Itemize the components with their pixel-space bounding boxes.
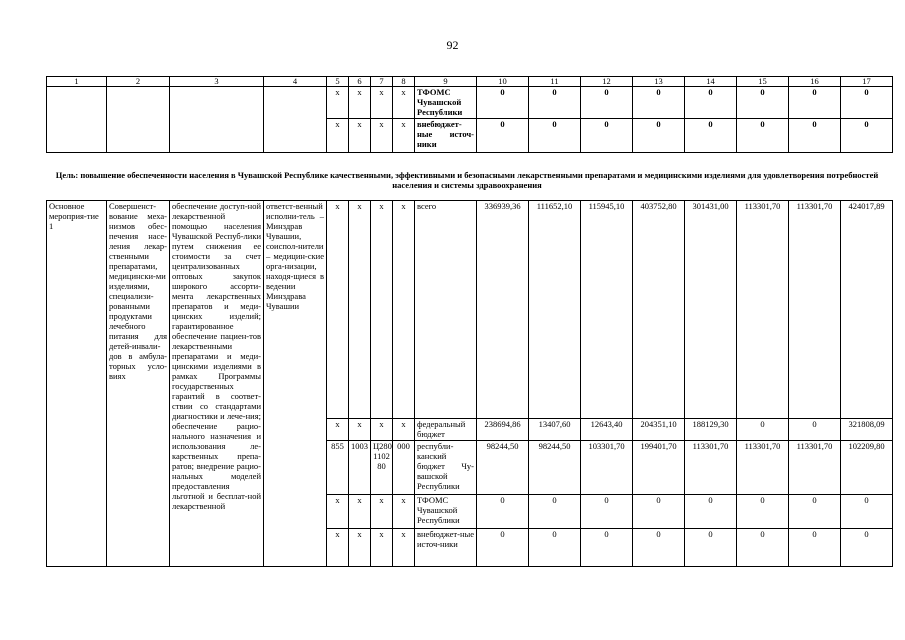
code-cell: х (371, 419, 393, 441)
value-cell: 0 (789, 419, 841, 441)
header-cell: 3 (170, 77, 264, 87)
code-cell: х (371, 529, 393, 567)
empty-cell (170, 87, 264, 153)
header-cell: 10 (477, 77, 529, 87)
value-cell: 98244,50 (529, 441, 581, 495)
source-cell: ТФОМС Чувашской Республики (415, 495, 477, 529)
header-cell: 5 (327, 77, 349, 87)
result-cell: обеспечение доступ-ной лекарственной помощью населения Чувашской Респуб-лики путем снижения ее стоимости за счет централизованных оптовых закупок широкого ассорти-мента лекарственных препаратов и меди-цинских изделий; гарантированное обеспечение пациен-тов лекарственными препаратами и меди-цинскими изделиями в рамках Программы государственных гарантий в соответ-ствии со стандартами диагностики и лече-ния; обеспечение рацио-нального назначения и использования ле-карственных препа-ратов; внедрение рацио-нальных моделей предоставления льготной и бесплат-ной лекарственной (170, 201, 264, 567)
value-cell: 0 (581, 87, 633, 119)
value-cell: 199401,70 (633, 441, 685, 495)
value-cell: 0 (841, 87, 893, 119)
value-cell: 0 (789, 119, 841, 153)
value-cell: 102209,80 (841, 441, 893, 495)
empty-cell (264, 87, 327, 153)
value-cell: 113301,70 (789, 201, 841, 419)
source-cell: внебюджет-ные источ-ники (415, 119, 477, 153)
value-cell: 0 (737, 529, 789, 567)
value-cell: 0 (477, 119, 529, 153)
value-cell: 0 (685, 495, 737, 529)
header-cell: 17 (841, 77, 893, 87)
code-cell: х (349, 419, 371, 441)
value-cell: 0 (685, 119, 737, 153)
code-cell: 000 (393, 441, 415, 495)
page-number: 92 (446, 38, 459, 52)
code-cell: х (349, 529, 371, 567)
value-cell: 0 (737, 419, 789, 441)
value-cell: 13407,60 (529, 419, 581, 441)
header-cell: 2 (107, 77, 170, 87)
value-cell: 98244,50 (477, 441, 529, 495)
value-cell: 0 (529, 495, 581, 529)
code-cell: х (327, 87, 349, 119)
header-cell: 12 (581, 77, 633, 87)
value-cell: 113301,70 (737, 441, 789, 495)
value-cell: 0 (581, 495, 633, 529)
goal-heading: Цель: повышение обеспеченности населения в Чувашской Республике качественными, эффективными и безопасными лекарственными препаратами и медицинскими изделиями для удовлетворения потребностей населения и системы здравоохранения (55, 170, 879, 190)
value-cell: 103301,70 (581, 441, 633, 495)
code-cell: х (393, 201, 415, 419)
value-cell: 113301,70 (789, 441, 841, 495)
value-cell: 0 (685, 529, 737, 567)
value-cell: 0 (685, 87, 737, 119)
code-cell: х (327, 495, 349, 529)
code-cell: Ц280 1102 80 (371, 441, 393, 495)
event-name-cell: Основное мероприя-тие 1 (47, 201, 107, 567)
value-cell: 0 (633, 87, 685, 119)
empty-cell (107, 87, 170, 153)
header-cell: 15 (737, 77, 789, 87)
value-cell: 403752,80 (633, 201, 685, 419)
code-cell: 1003 (349, 441, 371, 495)
value-cell: 238694,86 (477, 419, 529, 441)
header-cell: 9 (415, 77, 477, 87)
source-cell: федеральный бюджет (415, 419, 477, 441)
executor-cell: ответст-венный исполни-тель – Минздрав Чувашии, соиспол-нители – медицин-ские орга-низации, находя-щиеся в ведении Минздрава Чувашии (264, 201, 327, 567)
value-cell: 0 (789, 495, 841, 529)
value-cell: 0 (529, 119, 581, 153)
value-cell: 113301,70 (685, 441, 737, 495)
value-cell: 0 (841, 495, 893, 529)
code-cell: х (371, 87, 393, 119)
code-cell: х (393, 119, 415, 153)
value-cell: 424017,89 (841, 201, 893, 419)
code-cell: х (327, 419, 349, 441)
source-cell: всего (415, 201, 477, 419)
header-cell: 13 (633, 77, 685, 87)
value-cell: 0 (477, 529, 529, 567)
code-cell: х (393, 419, 415, 441)
value-cell: 336939,36 (477, 201, 529, 419)
value-cell: 204351,10 (633, 419, 685, 441)
header-cell: 11 (529, 77, 581, 87)
value-cell: 301431,00 (685, 201, 737, 419)
value-cell: 0 (477, 495, 529, 529)
value-cell: 0 (737, 87, 789, 119)
header-cell: 14 (685, 77, 737, 87)
main-table (46, 200, 893, 567)
header-row (47, 77, 893, 87)
header-cell: 8 (393, 77, 415, 87)
code-cell: х (393, 495, 415, 529)
value-cell: 188129,30 (685, 419, 737, 441)
value-cell: 0 (737, 119, 789, 153)
value-cell: 0 (529, 529, 581, 567)
header-cell: 7 (371, 77, 393, 87)
top-table (46, 76, 893, 153)
table-row (47, 201, 893, 419)
value-cell: 115945,10 (581, 201, 633, 419)
code-cell: х (349, 495, 371, 529)
code-cell: х (349, 87, 371, 119)
header-cell: 16 (789, 77, 841, 87)
code-cell: х (349, 119, 371, 153)
code-cell: х (371, 495, 393, 529)
code-cell: х (327, 119, 349, 153)
table-row (47, 87, 893, 119)
value-cell: 111652,10 (529, 201, 581, 419)
value-cell: 0 (581, 119, 633, 153)
header-cell: 6 (349, 77, 371, 87)
value-cell: 0 (477, 87, 529, 119)
value-cell: 12643,40 (581, 419, 633, 441)
code-cell: х (393, 87, 415, 119)
value-cell: 0 (529, 87, 581, 119)
source-cell: внебюджет-ные источ-ники (415, 529, 477, 567)
code-cell: х (393, 529, 415, 567)
value-cell: 0 (581, 529, 633, 567)
code-cell: х (327, 529, 349, 567)
value-cell: 0 (633, 529, 685, 567)
source-cell: республи-канский бюджет Чу-вашской Республики (415, 441, 477, 495)
code-cell: х (349, 201, 371, 419)
description-cell: Совершенст-вование меха-низмов обес-печения насе-ления лекар-ственными препаратами, медицински-ми изделиями, специализи-рованными продуктами лечебного питания для детей-инвали-дов в амбула-торных усло-виях (107, 201, 170, 567)
value-cell: 0 (789, 87, 841, 119)
value-cell: 0 (737, 495, 789, 529)
value-cell: 113301,70 (737, 201, 789, 419)
code-cell: х (371, 119, 393, 153)
value-cell: 0 (841, 529, 893, 567)
source-cell: ТФОМС Чувашской Республики (415, 87, 477, 119)
value-cell: 0 (633, 119, 685, 153)
empty-cell (47, 87, 107, 153)
value-cell: 0 (633, 495, 685, 529)
code-cell: х (327, 201, 349, 419)
value-cell: 321808,09 (841, 419, 893, 441)
code-cell: х (371, 201, 393, 419)
code-cell: 855 (327, 441, 349, 495)
value-cell: 0 (789, 529, 841, 567)
header-cell: 4 (264, 77, 327, 87)
value-cell: 0 (841, 119, 893, 153)
header-cell: 1 (47, 77, 107, 87)
